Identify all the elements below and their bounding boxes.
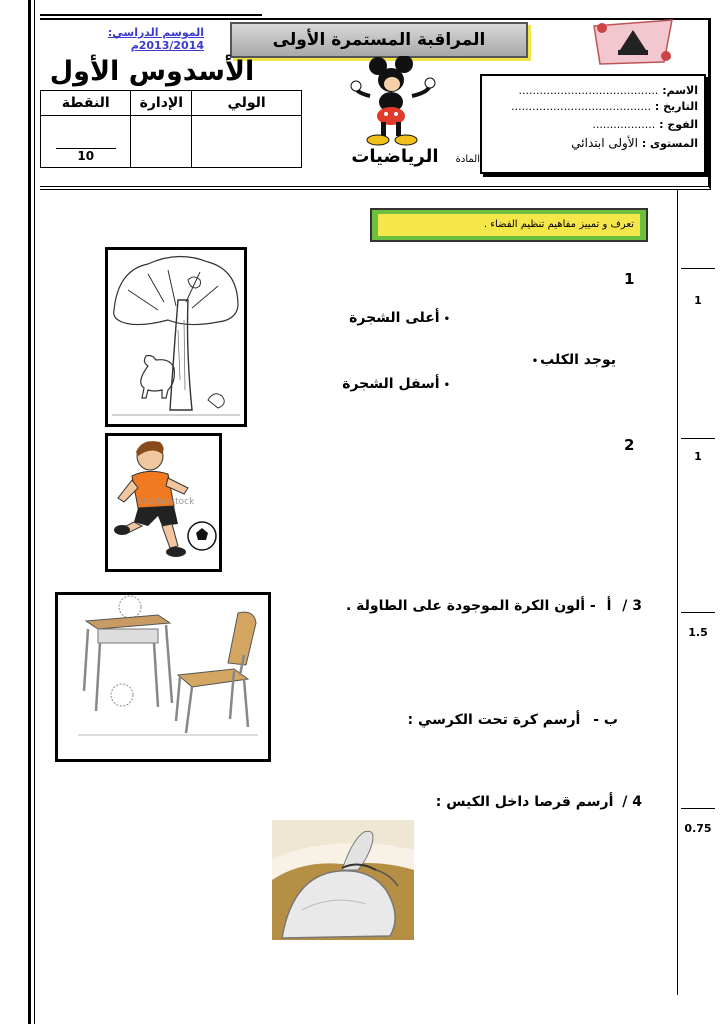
level-label: المستوى : [641,137,698,150]
objective-banner [370,208,648,242]
group-blank: .................. [592,118,656,131]
grade-column-admin: الإدارة [131,91,192,116]
school-logo-icon [590,16,676,68]
boy-kicking-ball-illustration [108,436,219,569]
question-1-option-bottom: •أسفل الشجرة [342,376,450,392]
question-4-text [435,794,642,810]
subject-label: المادة [455,154,480,165]
name-row [518,84,698,97]
page-border-left-inner [34,0,35,1024]
question-1-number: 1 [624,270,635,288]
bag-image [272,820,414,940]
objective-text: تعرف و تمييز مفاهيم تنظيم الفضاء . [378,214,640,236]
score-line-1 [681,268,715,269]
question-3-part-b-text: أرسم كرة تحت الكرسي : [407,712,581,728]
question-4-number: 4 / [622,794,642,810]
score-line-2 [681,438,715,439]
name-label: الاسم: [662,84,698,97]
semester-title: الأسدوس الأول [49,56,255,87]
grade-table [40,90,302,168]
watermark-text: shutterstock [138,497,195,507]
group-row [592,118,698,131]
question-3-part-a-text: - ألون الكرة الموجودة على الطاولة . [345,598,596,614]
question-3-part-b-label: ب - [593,712,618,728]
subject-row [340,146,480,167]
score-line-4 [681,808,715,809]
exam-title: المراقبة المستمرة الأولى [272,30,486,50]
question-1-option-top: •أعلى الشجرة [349,310,450,326]
tree-dog-image [105,247,247,427]
score-line-3 [681,612,715,613]
score-q2: 1 [694,450,702,463]
score-q3: 1.5 [688,626,708,639]
subject-name: الرياضيات [351,146,439,167]
date-row [511,100,698,113]
exam-title-banner [230,22,528,58]
grade-column-score: النقطة [41,91,131,116]
level-row [571,136,698,150]
question-1-statement: يوجد الكلب• [531,352,616,368]
student-info-box [480,74,706,174]
question-3-part-a-label: أ [606,598,612,614]
school-season: الموسم الدراسي: 2013/2014م [107,26,204,52]
question-3-number: 3 / [622,598,642,614]
score-q1: 1 [694,294,702,307]
grade-guardian-cell [192,116,302,168]
page-border-left [28,0,31,1024]
level-value: الأولى ابتدائي [571,136,638,150]
question-2-number: 2 [624,436,635,454]
score-column-divider [677,190,678,995]
grade-admin-cell [131,116,192,168]
question-3-part-b [396,712,618,728]
date-blank: ........................................ [511,100,652,113]
score-q4: 0.75 [684,822,712,835]
name-blank: ........................................ [518,84,659,97]
tree-with-cat-and-dog-illustration [108,250,244,424]
header-top-rule [40,14,262,16]
table-chair-image [55,592,271,762]
mickey-mouse-illustration [350,56,436,148]
max-score: 10 [56,148,116,163]
bullet-icon: • [531,356,539,367]
sack-illustration [272,820,414,940]
table-and-chair-illustration [58,595,268,759]
grade-score-cell [41,116,131,168]
question-3-part-a [345,598,642,614]
question-4-label: أرسم قرصا داخل الكيس : [435,794,614,810]
bullet-icon: • [443,314,450,325]
bullet-icon: • [443,380,450,391]
boy-football-image [105,433,222,572]
group-label: الفوج : [659,118,698,131]
grade-column-guardian: الولي [192,91,302,116]
date-label: التاريخ : [654,100,698,113]
